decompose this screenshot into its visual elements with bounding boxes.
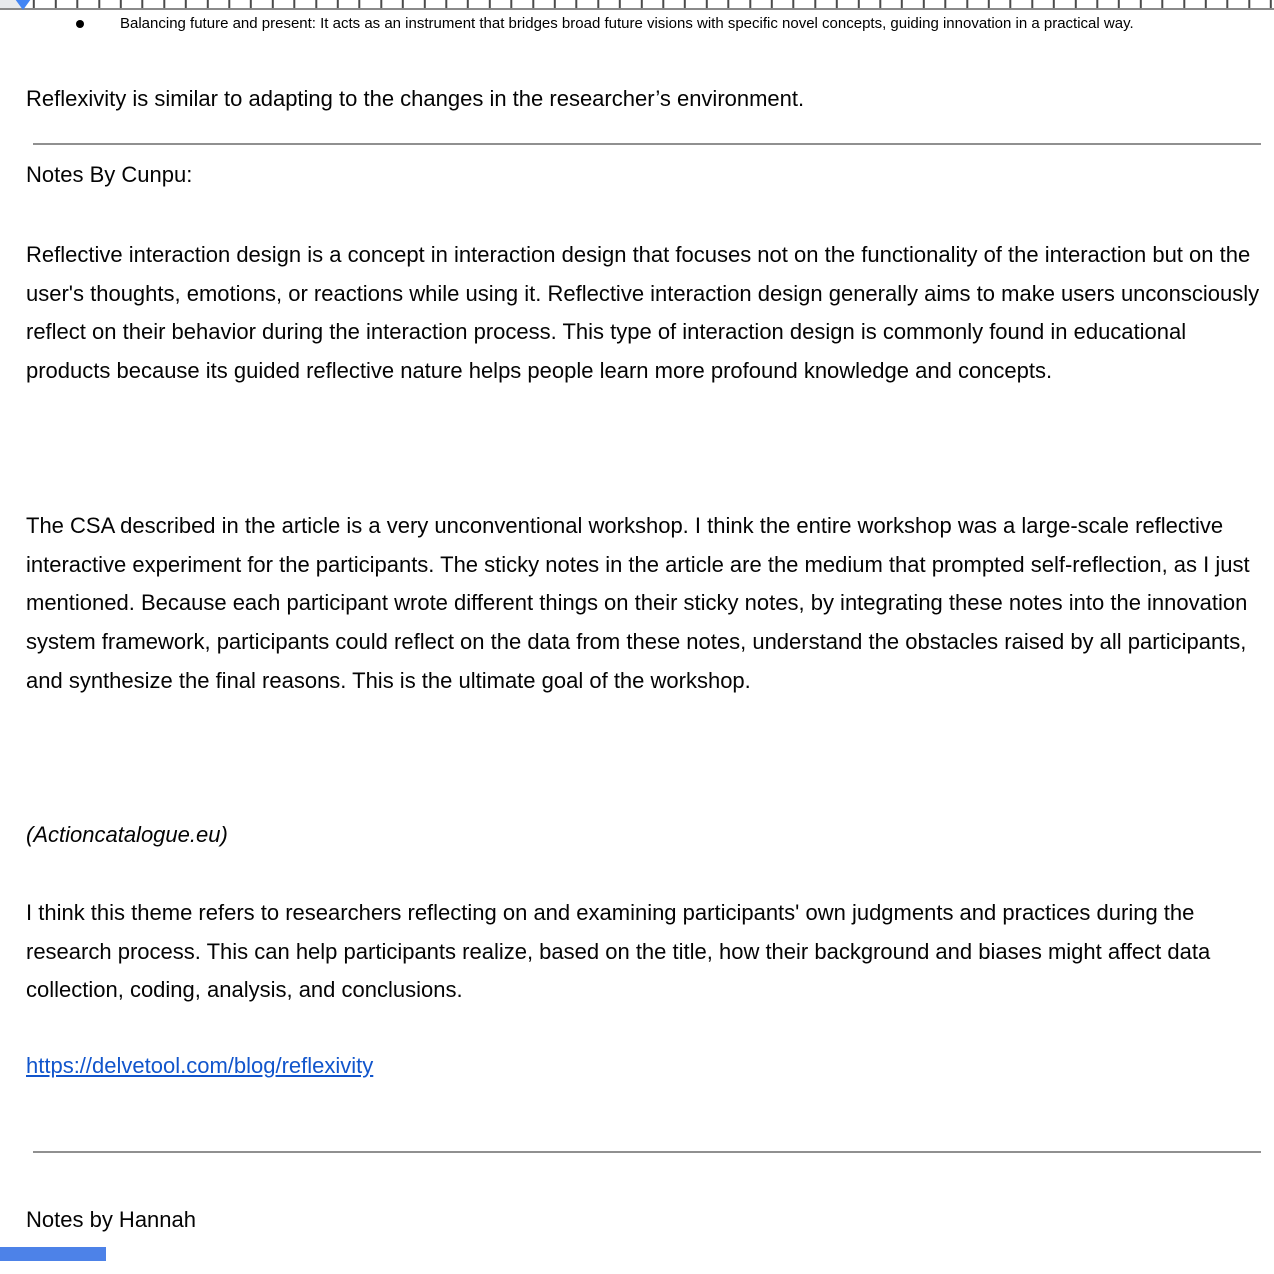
ruler[interactable] [0,0,1274,10]
reflexivity-link[interactable]: https://delvetool.com/blog/reflexivity [26,1053,374,1078]
section-heading-hannah[interactable]: Notes by Hannah [26,1207,196,1232]
bullet-item-text[interactable]: Balancing future and present: It acts as an instrument that bridges broad future visions with specific novel concepts, guiding innovation in a practical way. [120,15,1134,32]
selection-highlight [0,1247,106,1261]
bullet-icon [76,20,84,28]
indent-marker-icon[interactable] [15,0,31,10]
section-heading-cunpu[interactable]: Notes By Cunpu: [26,162,193,187]
source-citation[interactable]: (Actioncatalogue.eu) [26,822,228,847]
ruler-border [0,8,1274,10]
paragraph-csa-workshop[interactable]: The CSA described in the article is a very unconventional workshop. I think the entire workshop was a large-scale reflective interactive experiment for the participants. The sticky notes in the article are the medium that prompted self-reflection, as I just mentioned. Because each participant wrote different things on their sticky notes, by integrating these notes into the innovation system framework, participants could reflect on the data from these notes, understand the obstacles raised by all participants, and synthesize the final reasons. This is the ultimate goal of the workshop. [26,513,1250,693]
horizontal-rule [33,143,1261,145]
link-line [26,1047,1266,1086]
paragraph-reflective-design[interactable]: Reflective interaction design is a concept in interaction design that focuses not on the functionality of the interaction but on the user's thoughts, emotions, or reactions while using it. Reflective interaction design generally aims to make users unconsciously reflect on their behavior during the interaction process. This type of interaction design is commonly found in educational products because its guided reflective nature helps people learn more profound knowledge and concepts. [26,242,1260,384]
horizontal-rule [33,1151,1261,1153]
ruler-ticks [0,0,1274,8]
intro-line[interactable]: Reflexivity is similar to adapting to the changes in the researcher’s environment. [26,86,805,111]
paragraph-theme-reflection[interactable]: I think this theme refers to researchers reflecting on and examining participants' own judgments and practices during the research process. This can help participants realize, based on the title, how their background and biases might affect data collection, coding, analysis, and conclusions. [26,900,1211,1003]
